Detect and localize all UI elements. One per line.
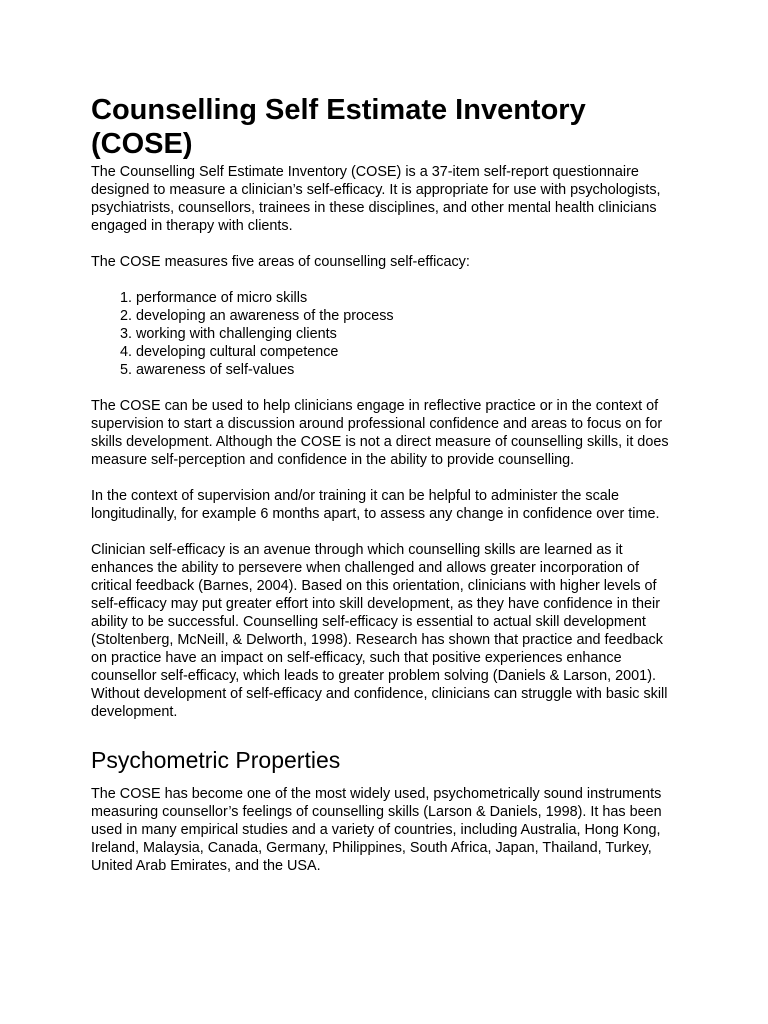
intro-paragraph: The Counselling Self Estimate Inventory (COSE) is a 37-item self-report questionnaire designed to measure a clinician’s self-efficacy. It is appropriate for use with psychologists, psychiatrists, counsellors, trainees in these disciplines, and other mental health clinicians engaged in therapy with clients. bbox=[91, 164, 661, 234]
body-paragraph: In the context of supervision and/or training it can be helpful to administer the scale longitudinally, for example 6 months apart, to assess any change in confidence over time. bbox=[91, 488, 660, 522]
areas-intro-paragraph: The COSE measures five areas of counselling self-efficacy: bbox=[91, 254, 470, 270]
areas-list bbox=[91, 289, 678, 379]
list-item: 3. working with challenging clients bbox=[136, 325, 678, 343]
body-paragraph: The COSE can be used to help clinicians engage in reflective practice or in the context of supervision to start a discussion around professional confidence and areas to focus on for skills development. Although the COSE is not a direct measure of counselling skills, it does measure self-perception and confidence in the ability to provide counselling. bbox=[91, 398, 669, 468]
section-heading: Psychometric Properties bbox=[91, 747, 341, 773]
body-paragraph: Clinician self-efficacy is an avenue through which counselling skills are learned as it enhances the ability to persevere when challenged and allows greater incorporation of critical feedback (Barnes, 2004). Based on this orientation, clinicians with higher levels of self-efficacy may put greater effort into skill development, as they have confidence in their ability to be successful. Counselling self-efficacy is essential to actual skill development (Stoltenberg, McNeill, & Delworth, 1998). Research has shown that practice and feedback on practice have an impact on self-efficacy, such that positive experiences enhance counsellor self-efficacy, which leads to greater problem solving (Daniels & Larson, 2001). Without development of self-efficacy and confidence, clinicians can struggle with basic skill development. bbox=[91, 542, 668, 720]
list-item: 1. performance of micro skills bbox=[136, 289, 678, 307]
list-item: 2. developing an awareness of the process bbox=[136, 307, 678, 325]
list-item: 5. awareness of self-values bbox=[136, 361, 678, 379]
section-paragraph: The COSE has become one of the most widely used, psychometrically sound instruments measuring counsellor’s feelings of counselling skills (Larson & Daniels, 1998). It has been used in many empirical studies and a variety of countries, including Australia, Hong Kong, Ireland, Malaysia, Canada, Germany, Philippines, South Africa, Japan, Thailand, Turkey, United Arab Emirates, and the USA. bbox=[91, 786, 662, 874]
list-item: 4. developing cultural competence bbox=[136, 343, 678, 361]
document-title: Counselling Self Estimate Inventory (COSE) bbox=[91, 94, 586, 160]
